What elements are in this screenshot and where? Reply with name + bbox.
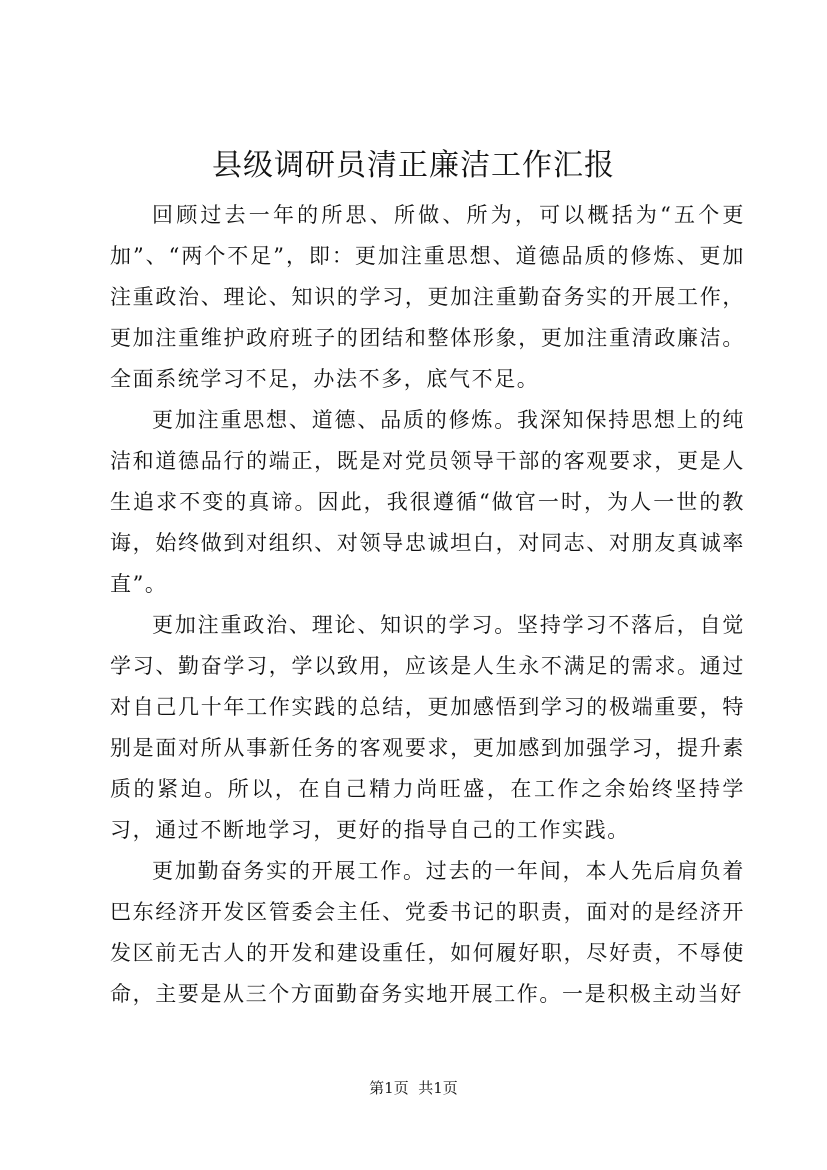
footer-separator — [409, 1079, 419, 1097]
page-total: 共1页 — [418, 1079, 458, 1097]
paragraph-2: 更加注重思想、道德、品质的修炼。我深知保持思想上的纯洁和道德品行的端正，既是对党员领导干部的客观要求，更是人生追求不变的真谛。因此，我很遵循“做官一时，为人一世的教诲，始终做到对组织、对领导忠诚坦白，对同志、对朋友真诚率直”。 — [110, 408, 745, 596]
page-footer — [0, 1078, 827, 1098]
paragraph-1: 回顾过去一年的所思、所做、所为，可以概括为“五个更加”、“两个不足”，即：更加注重思想、道德品质的修炼、更加注重政治、理论、知识的学习，更加注重勤奋务实的开展工作，更加注重维护政府班子的团结和整体形象，更加注重清政廉洁。全面系统学习不足，办法不多，底气不足。 — [110, 203, 745, 391]
document-body — [110, 195, 745, 1015]
paragraph-4: 更加勤奋务实的开展工作。过去的一年间，本人先后肩负着巴东经济开发区管委会主任、党委书记的职责，面对的是经济开发区前无古人的开发和建设重任，如何履好职，尽好责，不辱使命，主要是从三个方面勤奋务实地开展工作。一是积极主动当好 — [110, 859, 745, 1006]
document-title: 县级调研员清正廉洁工作汇报 — [212, 148, 615, 183]
page-number: 第1页 — [369, 1079, 409, 1097]
paragraph-3: 更加注重政治、理论、知识的学习。坚持学习不落后，自觉学习、勤奋学习，学以致用，应该是人生永不满足的需求。通过对自己几十年工作实践的总结，更加感悟到学习的极端重要，特别是面对所从事新任务的客观要求，更加感到加强学习，提升素质的紧迫。所以，在自己精力尚旺盛，在工作之余始终坚持学习，通过不断地学习，更好的指导自己的工作实践。 — [110, 613, 745, 842]
